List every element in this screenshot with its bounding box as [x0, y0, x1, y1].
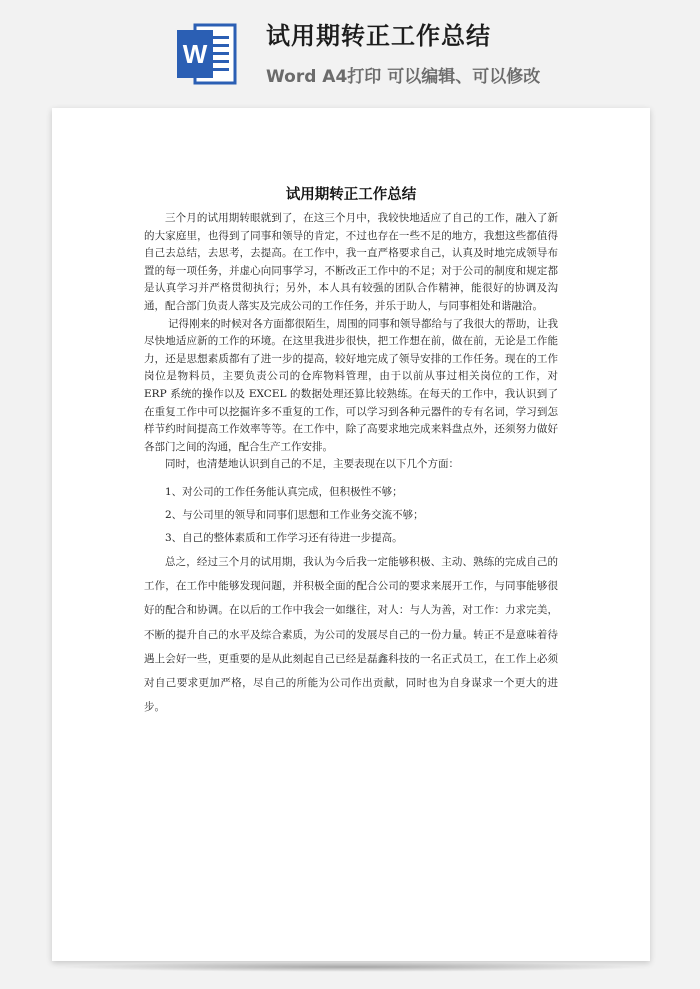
word-icon-letter: W [182, 39, 208, 69]
header-subtitle: Word A4打印 可以编辑、可以修改 [266, 67, 541, 87]
list-item-1: 1、对公司的工作任务能认真完成，但积极性不够； [165, 485, 403, 498]
paragraph-3: 同时，也清楚地认识到自己的不足，主要表现在以下几个方面： [165, 458, 459, 471]
page-shadow [56, 962, 646, 972]
list-item-3: 3、自己的整体素质和工作学习还有待进一步提高。 [165, 531, 403, 544]
paragraph-1: 三个月的试用期转眼就到了，在这三个月中，我较快地适应了自己的工作，融入了新的大家庭里，也得到了同事和领导的肯定，不过也存在一些不足的地方，我想这些都值得自己去总结，去思考，去提高。在工作中，我一直严格要求自己，认真及时地完成领导布置的每一项任务，并虚心向同事学习，不断改正工作中的不足；对于公司的制度和规定都是认真学习并严格贯彻执行；另外，本人具有较强的团队合作精神，能很好的协调及沟通，配合部门负责人落实及完成公司的工作任务，并乐于助人，与同事相处和谐融洽。 [144, 212, 558, 312]
document-title: 试用期转正工作总结 [285, 187, 417, 203]
paragraph-2: 记得刚来的时候对各方面都很陌生，周围的同事和领导都给与了我很大的帮助，让我尽快地适应新的工作的环境。在这里我进步很快，把工作想在前，做在前，无论是工作能力，还是思想素质都有了进一步的提高，较好地完成了领导安排的工作任务。现在的工作岗位是物料员，主要负责公司的仓库物料管理，由于以前从事过相关岗位的工作，对 ERP 系统的操作以及 EXCEL 的数据处理还算比较熟练。在每天的工作中，我认识到了在重复工作中可以挖掘许多不重复的工作，可以学习到各种元器件的专有名词，学习到怎样节约时间提高工作效率等等。在工作中，除了高要求地完成来料盘点外，还须努力做好各部门之间的沟通，配合生产工作安排。 [144, 317, 558, 453]
conclusion-paragraph: 总之，经过三个月的试用期，我认为今后我一定能够积极、主动、熟练的完成自己的工作，在工作中能够发现问题，并积极全面的配合公司的要求来展开工作，与同事能够很好的配合和协调。在以后的工作中我会一如继往，对人：与人为善，对工作：力求完美，不断的提升自己的水平及综合素质，为公司的发展尽自己的一份力量。转正不是意味着待遇上会好一些，更重要的是从此刻起自己已经是磊鑫科技的一名正式员工，在工作上必须对自己要求更加严格，尽自己的所能为公司作出贡献，同时也为自身谋求一个更大的进步。 [144, 555, 558, 714]
word-document-icon [175, 22, 239, 86]
header [0, 0, 700, 100]
list-item-2: 2、与公司里的领导和同事们思想和工作业务交流不够； [165, 508, 424, 521]
document-body [144, 210, 558, 719]
document-page [52, 108, 650, 961]
header-title: 试用期转正工作总结 [266, 22, 491, 50]
